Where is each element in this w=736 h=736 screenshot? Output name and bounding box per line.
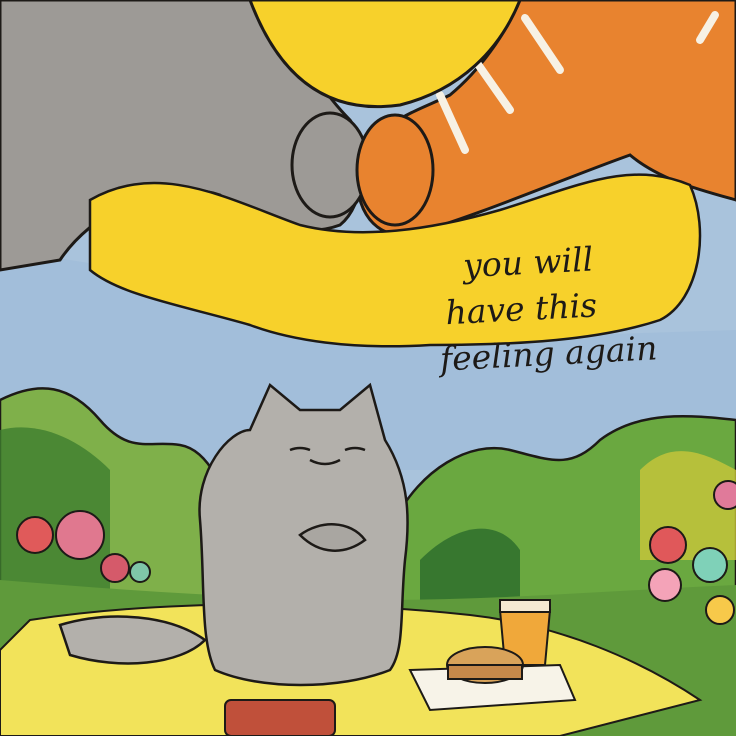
caption-line-2: have this [444,285,598,333]
picnic-basket [225,700,335,736]
orange-paw [357,115,433,225]
caption-line-3: feeling again [438,328,659,379]
caption-line-1: you will [462,239,595,286]
caption-text [430,230,717,382]
